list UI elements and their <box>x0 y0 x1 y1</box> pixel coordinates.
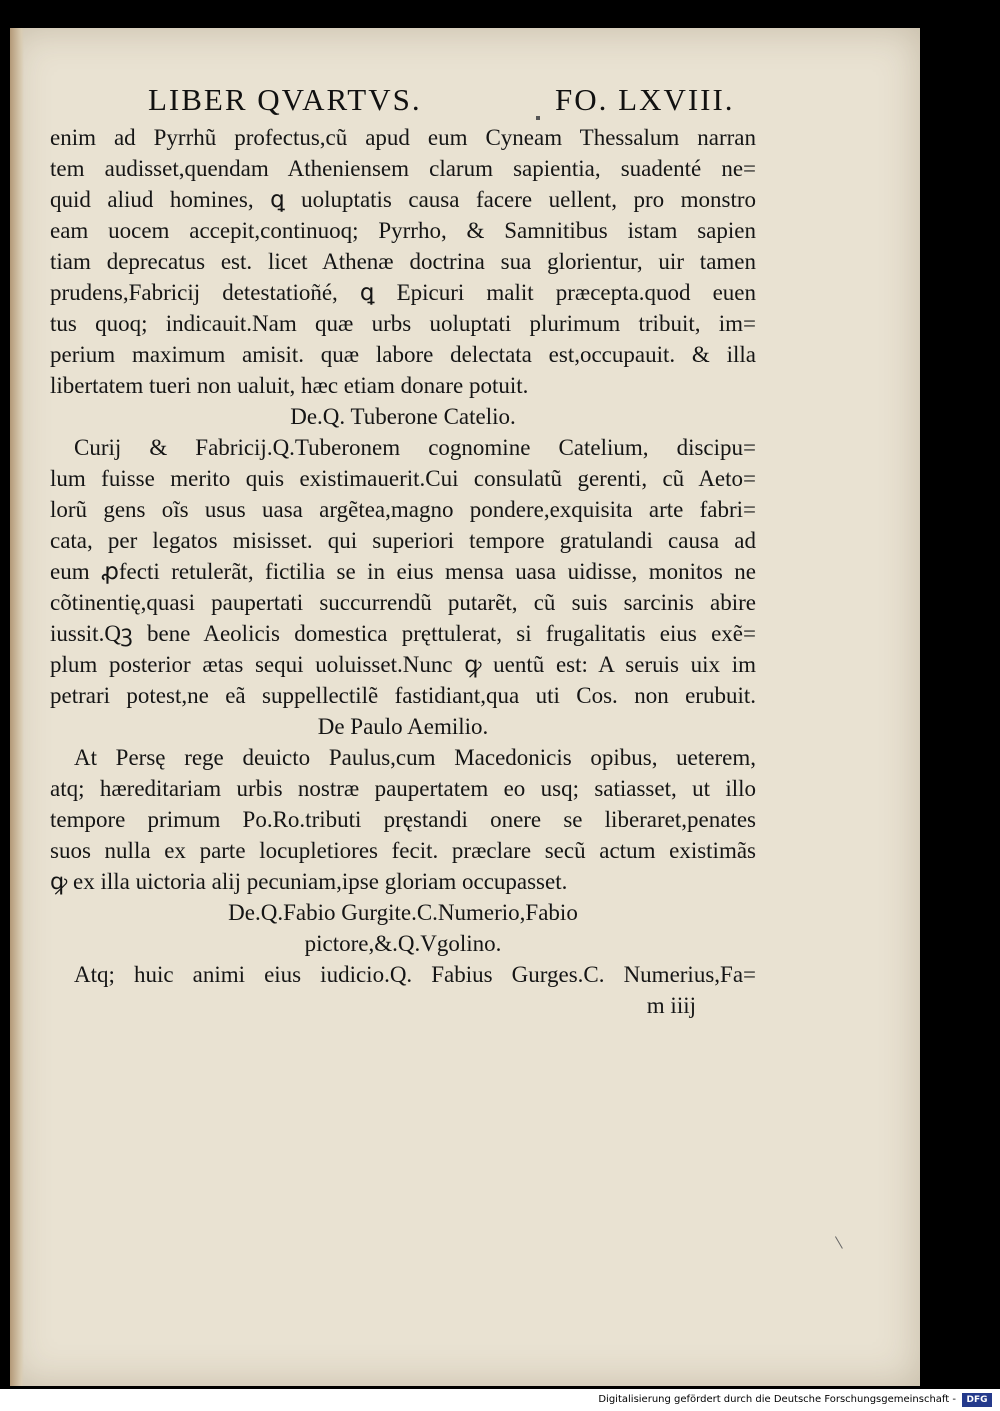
dfg-logo: DFG <box>962 1393 992 1407</box>
section-heading: De.Q. Tuberone Catelio. <box>290 404 516 429</box>
text-line: plum posterior ætas sequi uoluisset.Nunc ꝙ uentũ est: A seruis uix im <box>50 652 756 677</box>
text-line: suos nulla ex parte locupletiores fecit. præclare secũ actum existimãs <box>50 838 756 863</box>
body-text <box>50 122 756 1021</box>
text-line: quid aliud homines, ꝗ uoluptatis causa facere uellent, pro monstro <box>50 187 756 212</box>
book-page <box>10 28 920 1386</box>
text-line: eam uocem accepit,continuoq; Pyrrho, & Samnitibus istam sapien <box>50 218 756 243</box>
digitization-credit: Digitalisierung gefördert durch die Deutsche Forschungsgemeinschaft - <box>0 1389 1000 1411</box>
section-heading: De Paulo Aemilio. <box>317 714 489 739</box>
text-line: tus quoq; indicauit.Nam quæ urbs uoluptati plurimum tribuit, im= <box>50 311 756 336</box>
text-line: cõtinentię,quasi paupertati succurrendũ putarẽt, cũ suis sarcinis abire <box>50 590 756 615</box>
section-heading: De.Q.Fabio Gurgite.C.Numerio,Fabio <box>228 900 578 925</box>
text-line: tempore primum Po.Ro.tributi pręstandi onere se liberaret,penates <box>50 807 756 832</box>
folio-number: FO. LXVIII. <box>555 82 735 117</box>
text-line: tiam deprecatus est. licet Athenæ doctrina sua glorientur, uir tamen <box>50 249 756 274</box>
pencil-mark <box>835 1233 848 1249</box>
text-line: ꝙ ex illa uictoria alij pecuniam,ipse gloriam occupasset. <box>50 869 568 894</box>
text-line: lum fuisse merito quis existimauerit.Cui consulatũ gerenti, cũ Aeto= <box>50 466 756 491</box>
text-line: At Persę rege deuicto Paulus,cum Macedonicis opibus, ueterem, <box>74 745 756 770</box>
section-heading: pictore,&.Q.Vgolino. <box>304 931 502 956</box>
text-line: Atq; huic animi eius iudicio.Q. Fabius Gurges.C. Numerius,Fa= <box>74 962 756 987</box>
text-line: cata, per legatos misisset. qui superiori tempore gratulandi causa ad <box>50 528 756 553</box>
text-line: atq; hæreditariam urbis nostræ paupertatem eo usq; satiasset, ut illo <box>50 776 756 801</box>
text-line: petrari potest,ne eã suppellectilẽ fastidiant,qua uti Cos. non erubuit. <box>50 683 756 708</box>
text-line: prudens,Fabricij detestatioñé, ꝗ Epicuri malit præcepta.quod euen <box>50 280 756 305</box>
text-line: enim ad Pyrrhũ profectus,cũ apud eum Cyneam Thessalum narran <box>50 125 756 150</box>
text-line: libertatem tueri non ualuit, hæc etiam donare potuit. <box>50 373 529 398</box>
text-line: perium maximum amisit. quæ labore delectata est,occupauit. & illa <box>50 342 756 367</box>
ink-speck <box>536 116 540 120</box>
text-line: iussit.Qꝫ bene Aeolicis domestica pręttulerat, si frugalitatis eius exẽ= <box>50 621 756 646</box>
text-line: tem audisset,quendam Atheniensem clarum sapientia, suadenté ne= <box>50 156 756 181</box>
text-line: lorũ gens oĩs usus uasa argẽtea,magno pondere,exquisita arte fabri= <box>50 497 756 522</box>
text-line: Curij & Fabricij.Q.Tuberonem cognomine Catelium, discipu= <box>74 435 756 460</box>
text-line: eum ꝓfecti retulerãt, fictilia se in eius mensa uasa uidisse, monitos ne <box>50 559 756 584</box>
signature-mark: m iiij <box>646 993 696 1018</box>
running-head: LIBER QVARTVS. <box>148 82 422 117</box>
